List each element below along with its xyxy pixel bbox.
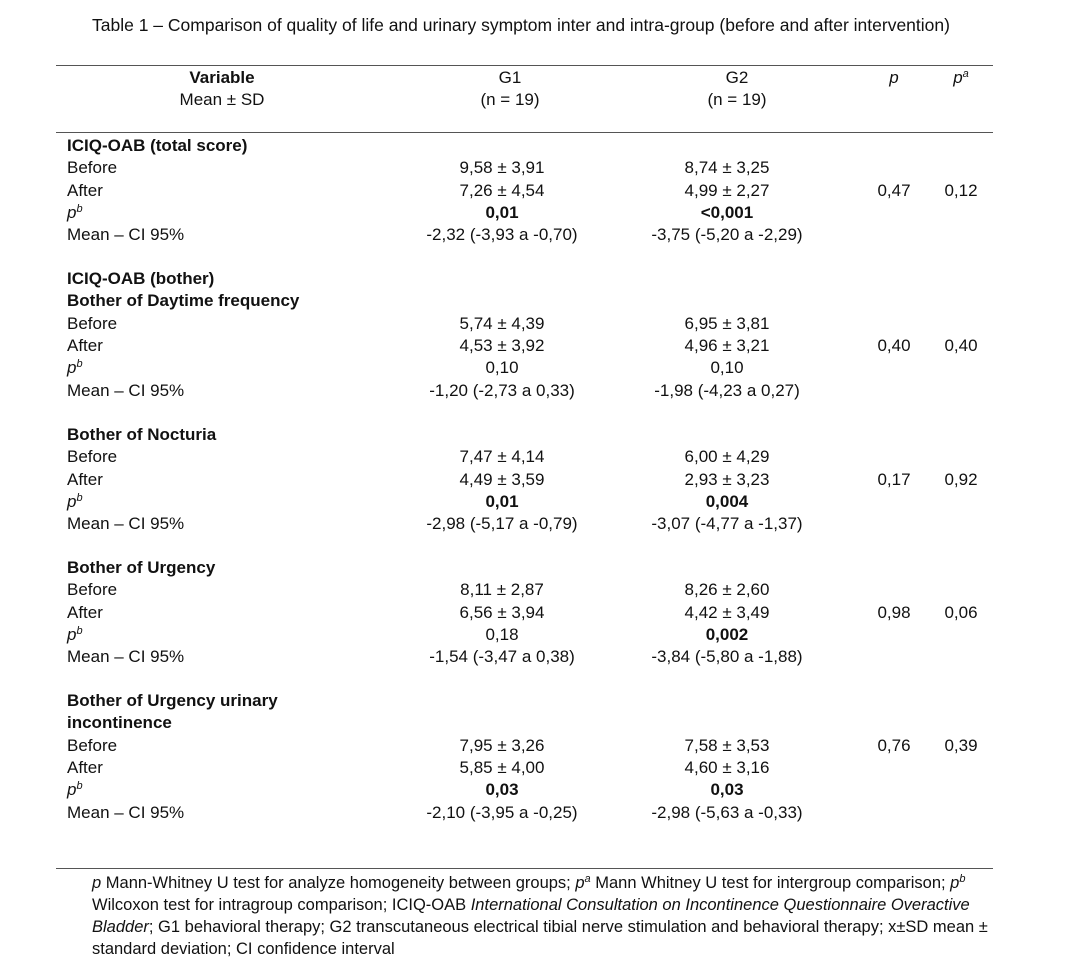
g2-ci-value: -1,98 (-4,23 a 0,27) (654, 380, 800, 400)
row-label-pb-sup: b (76, 358, 83, 371)
header-pa (928, 67, 994, 89)
pa-value: 0,39 (944, 735, 978, 755)
pa-value: 0,40 (944, 335, 978, 355)
footnote-pb-base: p (950, 874, 960, 892)
header-g1-label: G1 (498, 68, 522, 87)
row-label-mean-ci: Mean – CI 95% (67, 514, 185, 534)
row-label-mean-ci: Mean – CI 95% (67, 802, 185, 822)
row-label-mean-ci: Mean – CI 95% (67, 225, 185, 245)
footnote-rest: ; G1 behavioral therapy; G2 transcutaneous electrical tibial nerve stimulation and behavioral therapy; x±SD mean ± standard deviation; CI confidence interval (92, 918, 988, 958)
section-subheading: Bother of Daytime frequency (67, 291, 300, 311)
header-g2 (637, 67, 837, 111)
g1-ci-value: -2,32 (-3,93 a -0,70) (426, 225, 578, 245)
p-value: 0,47 (877, 180, 911, 200)
bottom-rule (56, 868, 993, 869)
row-label-pb-sup: b (76, 780, 83, 793)
header-variable (112, 67, 332, 111)
row-label-pb-base: p (67, 780, 77, 800)
header-g1-n: (n = 19) (480, 90, 540, 109)
pa-value: 0,12 (944, 180, 978, 200)
g2-pb-value: 0,10 (710, 358, 744, 378)
g1-before-value: 8,11 ± 2,87 (460, 580, 544, 600)
row-label-after: After (67, 757, 103, 777)
g1-before-value: 7,47 ± 4,14 (459, 447, 545, 467)
row-label-pb (67, 202, 83, 224)
row-label-after: After (67, 602, 103, 622)
footnote-pb-text: Wilcoxon test for intragroup comparison; ICIQ-OAB (92, 896, 471, 914)
g2-ci-value: -3,75 (-5,20 a -2,29) (651, 225, 803, 245)
section-heading: ICIQ-OAB (total score) (67, 136, 248, 155)
g2-after-value: 4,96 ± 3,21 (684, 335, 770, 355)
g2-pb-value: 0,03 (710, 780, 744, 800)
g1-after-value: 4,49 ± 3,59 (459, 469, 545, 489)
g1-before-value: 5,74 ± 4,39 (459, 313, 545, 333)
header-g2-label: G2 (725, 68, 749, 87)
header-p: p (889, 68, 899, 87)
g1-ci-value: -1,20 (-2,73 a 0,33) (429, 380, 575, 400)
p-value: 0,76 (877, 735, 911, 755)
g1-pb-value: 0,03 (485, 780, 519, 800)
row-label-pb (67, 491, 83, 513)
g2-ci-value: -3,84 (-5,80 a -1,88) (651, 647, 803, 667)
g2-before-value: 8,74 ± 3,25 (684, 158, 770, 178)
p-value: 0,17 (877, 469, 911, 489)
g1-pb-value: 0,01 (485, 202, 519, 222)
g1-ci-value: -2,98 (-5,17 a -0,79) (426, 514, 578, 534)
footnote-pa-text: Mann Whitney U test for intergroup comparison; (590, 874, 951, 892)
g1-after-value: 4,53 ± 3,92 (459, 335, 545, 355)
footnote-p-symbol: p (92, 874, 102, 892)
p-value: 0,40 (877, 335, 911, 355)
row-label-before: Before (67, 447, 118, 467)
footnote-p-text: Mann-Whitney U test for analyze homogeneity between groups; (101, 874, 576, 892)
g2-after-value: 4,42 ± 3,49 (684, 602, 770, 622)
g2-before-value: 6,95 ± 3,81 (684, 313, 770, 333)
pa-value: 0,92 (944, 469, 978, 489)
g2-after-value: 4,99 ± 2,27 (684, 180, 770, 200)
row-label-pb-base: p (67, 491, 77, 511)
section-subheading: incontinence (67, 713, 172, 733)
section-heading: ICIQ-OAB (bother) (67, 269, 215, 288)
row-label-after: After (67, 335, 103, 355)
section-heading: Bother of Urgency urinary (67, 691, 278, 710)
footnote-pa-sup: a (584, 873, 591, 885)
g2-before-value: 8,26 ± 2,60 (684, 580, 770, 600)
g1-after-value: 6,56 ± 3,94 (459, 602, 545, 622)
g1-after-value: 7,26 ± 4,54 (459, 180, 545, 200)
footnote-iciq-italic: International Consultation on Incontinence Questionnaire Overactive Bladder (92, 896, 970, 936)
g2-pb-value: <0,001 (700, 202, 754, 222)
row-label-before: Before (67, 735, 118, 755)
g2-after-value: 2,93 ± 3,23 (684, 469, 770, 489)
row-label-after: After (67, 180, 103, 200)
g2-ci-value: -2,98 (-5,63 a -0,33) (651, 802, 803, 822)
g2-after-value: 4,60 ± 3,16 (684, 757, 770, 777)
row-label-pb-base: p (67, 202, 77, 222)
table-caption: Table 1 – Comparison of quality of life and urinary symptom inter and intra-group (before and after intervention) (92, 15, 950, 35)
header-g1 (410, 67, 610, 111)
row-label-pb-base: p (67, 624, 77, 644)
row-label-pb (67, 624, 83, 646)
header-variable-sub: Mean ± SD (179, 90, 265, 109)
header-rule (56, 132, 993, 133)
footnote-pb-sup: b (959, 873, 966, 885)
g2-before-value: 7,58 ± 3,53 (684, 735, 770, 755)
g2-pb-value: 0,002 (705, 624, 749, 644)
row-label-before: Before (67, 158, 118, 178)
row-label-pb-sup: b (76, 491, 83, 504)
row-label-pb-sup: b (76, 624, 83, 637)
g1-pb-value: 0,10 (485, 358, 519, 378)
g1-pb-value: 0,18 (485, 624, 519, 644)
g1-after-value: 5,85 ± 4,00 (459, 757, 545, 777)
header-pa-sup: a (962, 68, 969, 80)
header-variable-label: Variable (189, 68, 255, 87)
row-label-pb (67, 779, 83, 801)
g1-before-value: 7,95 ± 3,26 (459, 735, 545, 755)
row-label-pb (67, 357, 83, 379)
footnote (92, 872, 992, 960)
pa-value: 0,06 (944, 602, 978, 622)
row-label-pb-base: p (67, 358, 77, 378)
top-rule (56, 65, 993, 66)
row-label-pb-sup: b (76, 202, 83, 215)
g2-before-value: 6,00 ± 4,29 (684, 447, 770, 467)
header-pa-base: p (953, 68, 963, 87)
row-label-before: Before (67, 313, 118, 333)
g2-ci-value: -3,07 (-4,77 a -1,37) (651, 514, 803, 534)
row-label-mean-ci: Mean – CI 95% (67, 647, 185, 667)
section-heading: Bother of Nocturia (67, 425, 217, 444)
footnote-pa-base: p (575, 874, 585, 892)
g1-pb-value: 0,01 (485, 491, 519, 511)
row-label-mean-ci: Mean – CI 95% (67, 380, 185, 400)
g1-ci-value: -1,54 (-3,47 a 0,38) (429, 647, 575, 667)
g2-pb-value: 0,004 (705, 491, 749, 511)
row-label-after: After (67, 469, 103, 489)
section-heading: Bother of Urgency (67, 558, 216, 577)
header-g2-n: (n = 19) (707, 90, 767, 109)
g1-before-value: 9,58 ± 3,91 (459, 158, 545, 178)
p-value: 0,98 (877, 602, 911, 622)
row-label-before: Before (67, 580, 118, 600)
g1-ci-value: -2,10 (-3,95 a -0,25) (426, 802, 578, 822)
